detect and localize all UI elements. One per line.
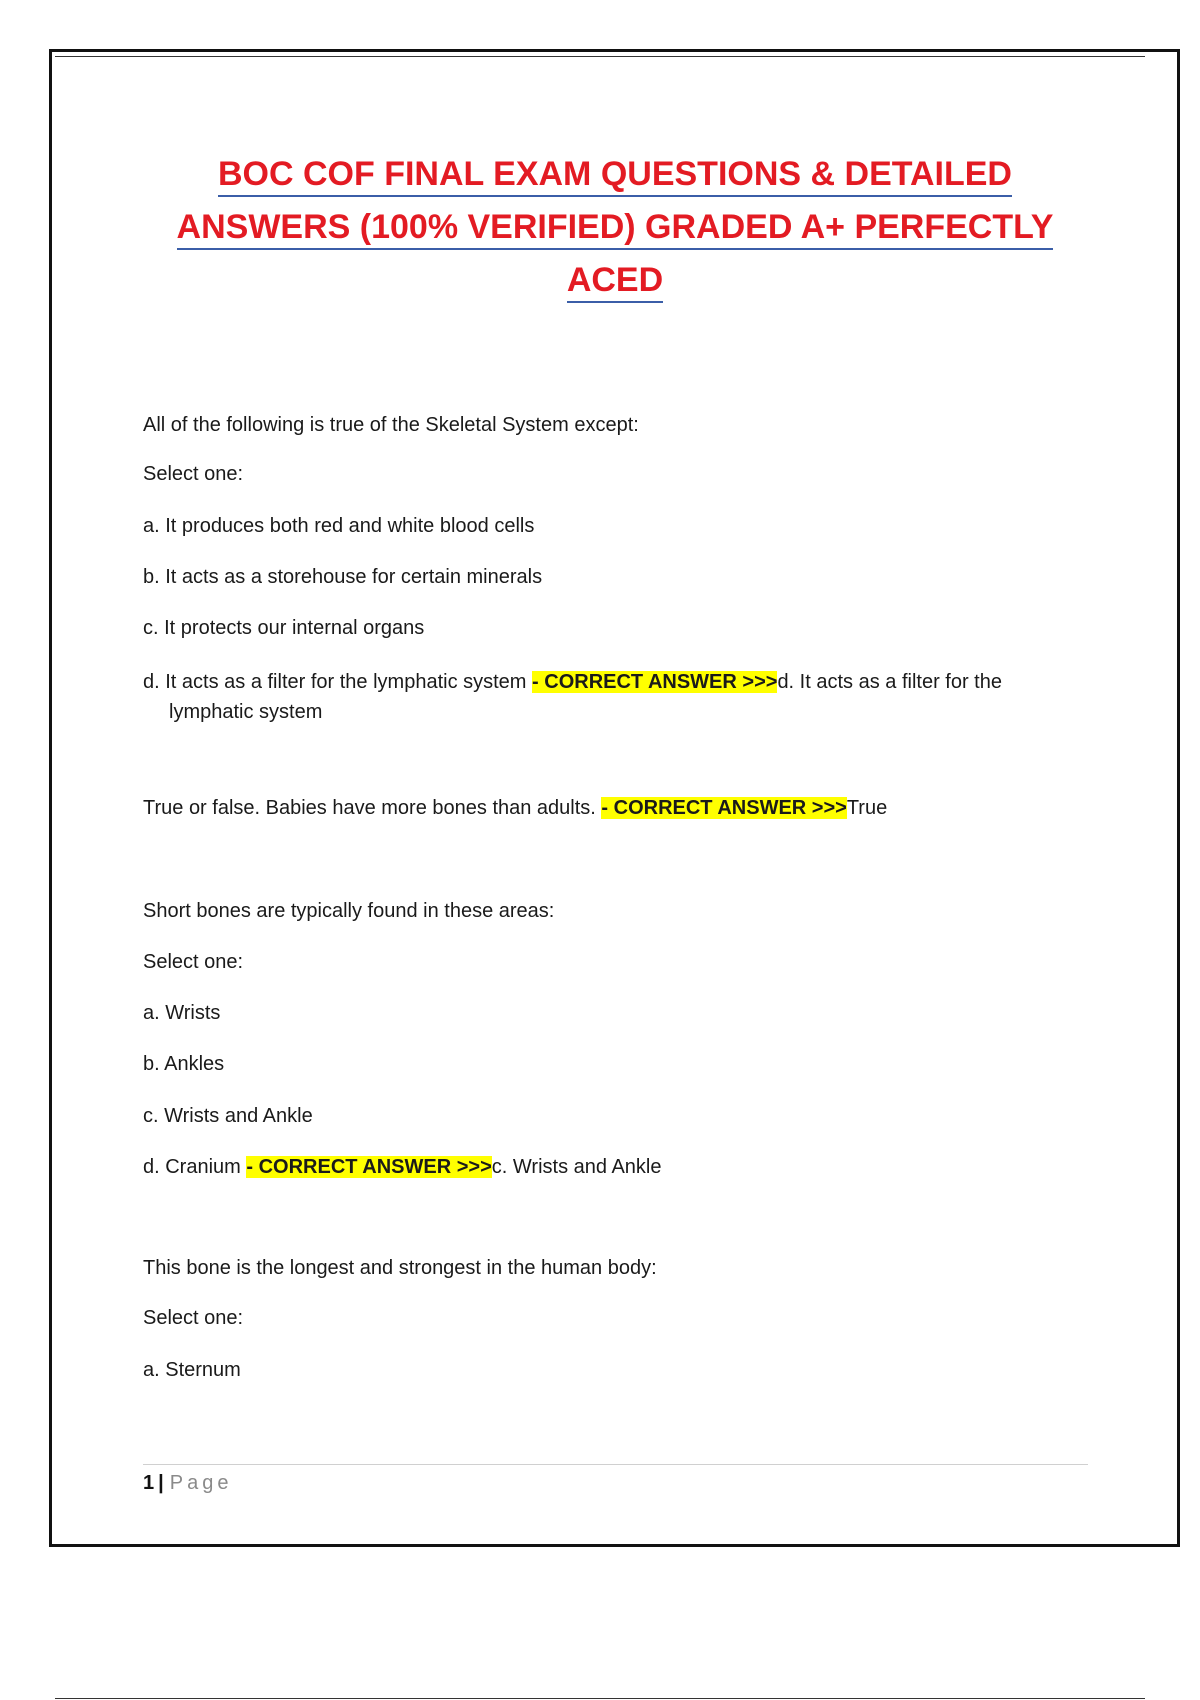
correct-answer-marker: - CORRECT ANSWER >>> [532,671,778,693]
answer-option: a. Sternum [143,1359,241,1381]
select-one-label: Select one: [143,951,244,973]
title-line: ACED [567,259,663,303]
footer-rule [143,1464,1088,1465]
title-line: BOC COF FINAL EXAM QUESTIONS & DETAILED [218,153,1012,197]
page-label: Page [169,1472,233,1494]
footer-separator: | [158,1472,164,1494]
answer-option: c. It protects our internal organs [143,617,425,639]
document-title [100,148,1130,307]
page-number: 1 [143,1472,155,1494]
answer-option: b. It acts as a storehouse for certain minerals [143,566,543,588]
question-prompt-with-correct [143,793,1088,823]
answer-option-text: d. It acts as a filter for the lymphatic system [143,671,533,693]
correct-answer-text: c. Wrists and Ankle [491,1156,662,1178]
answer-option: a. It produces both red and white blood cells [143,515,535,537]
question-list [143,410,1088,1385]
correct-answer-marker: - CORRECT ANSWER >>> [601,797,847,819]
answer-option-with-correct [143,1152,1088,1182]
correct-answer-text: True [846,797,888,819]
question-prompt: Short bones are typically found in these areas: [143,900,555,922]
question-prompt: All of the following is true of the Skeletal System except: [143,414,639,436]
correct-answer-text: d. It acts as a filter for the lymphatic system [169,671,1002,723]
answer-option: a. Wrists [143,1002,221,1024]
answer-option: c. Wrists and Ankle [143,1105,313,1127]
select-one-label: Select one: [143,1307,244,1329]
question-prompt: True or false. Babies have more bones than adults. [143,797,602,819]
select-one-label: Select one: [143,463,244,485]
question-prompt: This bone is the longest and strongest in the human body: [143,1257,657,1279]
answer-option: b. Ankles [143,1053,225,1075]
next-page-rule [55,1698,1145,1699]
header-rule [55,56,1145,57]
correct-answer-marker: - CORRECT ANSWER >>> [246,1156,492,1178]
answer-option-with-correct [143,667,1088,727]
answer-option-text: d. Cranium [143,1156,247,1178]
title-line: ANSWERS (100% VERIFIED) GRADED A+ PERFECTLY [177,206,1054,250]
page-footer [143,1470,232,1496]
